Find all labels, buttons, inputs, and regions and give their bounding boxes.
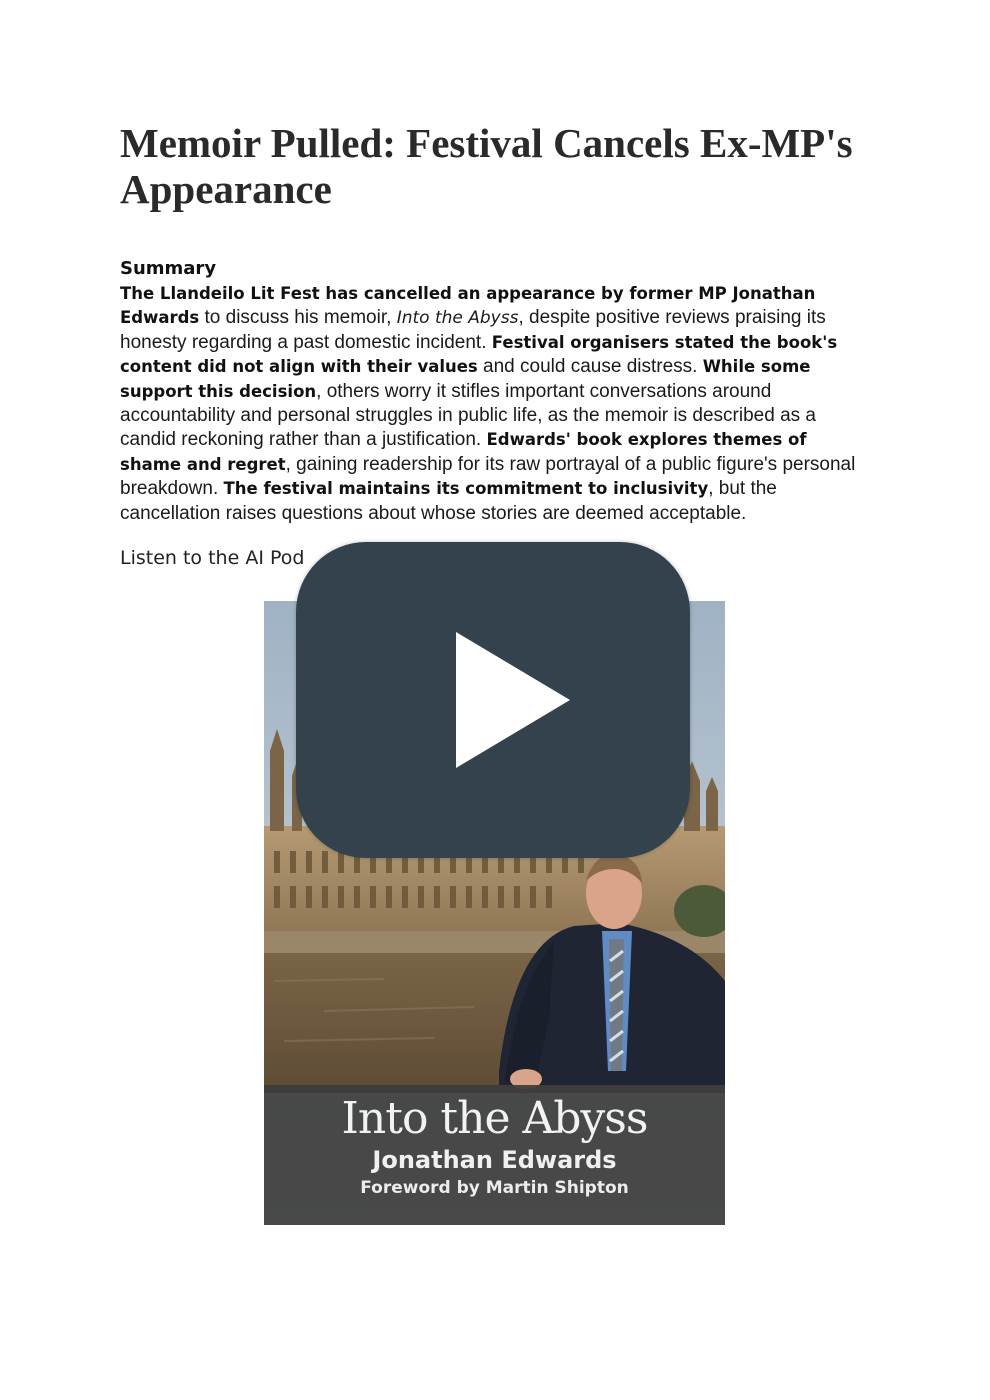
summary-highlight-3: While some support this decision bbox=[120, 357, 811, 401]
book-title-inline: Into the Abyss bbox=[396, 308, 519, 329]
summary-heading: Summary bbox=[120, 258, 217, 279]
article-title: Memoir Pulled: Festival Cancels Ex-MP's Appearance bbox=[120, 120, 853, 212]
podcast-link-text[interactable]: Listen to the AI Pod bbox=[120, 547, 305, 569]
summary-text-5: , but the cancellation raises questions about whose stories are deemed acceptable. bbox=[120, 478, 777, 524]
summary-text-1a: to discuss his memoir, bbox=[199, 307, 397, 329]
video-play-button[interactable] bbox=[296, 542, 690, 858]
summary-text-3: , others worry it stifles important conversations around accountability and personal struggles in public life, as the memoir is described as a candid reckoning rather than a justification. bbox=[120, 380, 816, 451]
summary-highlight-5: The festival maintains its commitment to inclusivity bbox=[223, 479, 709, 499]
summary-paragraph bbox=[120, 282, 872, 526]
play-icon bbox=[454, 630, 572, 770]
summary-text-1b: , despite positive reviews praising its honesty regarding a past domestic incident. bbox=[120, 307, 826, 353]
summary-text-2: and could cause distress. bbox=[477, 356, 703, 378]
summary-text-4: , gaining readership for its raw portrayal of a public figure's personal breakdown. bbox=[120, 453, 856, 500]
cover-book-title: Into the Abyss bbox=[341, 1093, 648, 1144]
cover-foreword-line: Foreword by Martin Shipton bbox=[360, 1178, 629, 1198]
summary-highlight-1: The Llandeilo Lit Fest has cancelled an appearance by former MP Jonathan Edwards bbox=[120, 284, 816, 328]
summary-highlight-2: Festival organisers stated the book's content did not align with their values bbox=[120, 332, 838, 377]
summary-highlight-4: Edwards' book explores themes of shame and regret bbox=[120, 430, 807, 474]
cover-author-name: Jonathan Edwards bbox=[372, 1146, 617, 1174]
